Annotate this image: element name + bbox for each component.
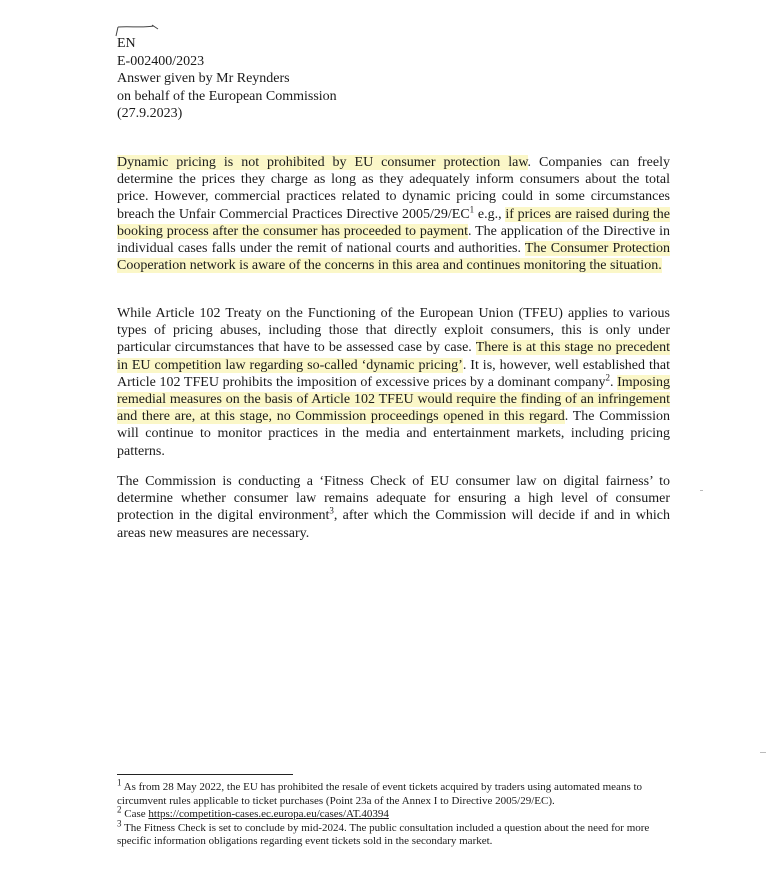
- highlighted-text: Dynamic pricing is not prohibited by EU consumer protection law: [117, 155, 528, 170]
- highlighted-text: There is at this stage no precedent in EU competition law regarding so-called ‘dynamic pricing’: [117, 340, 670, 373]
- body-text: . The Commission will continue to monitor practices in the media and entertainment markets, including pricing patterns.: [117, 409, 670, 459]
- footnote-text: The Fitness Check is set to conclude by mid-2024. The public consultation included a question about the need for more specific information obligations regarding event tickets sold in the secondary market.: [117, 821, 650, 848]
- language-code: EN: [117, 36, 136, 51]
- scan-speck: [760, 752, 766, 753]
- document-header: [117, 35, 337, 123]
- body-text: .: [609, 374, 618, 390]
- body-text: e.g.,: [474, 206, 506, 222]
- footnotes: [117, 777, 677, 849]
- question-reference: E-002400/2023: [117, 53, 205, 69]
- body-text: . Companies can freely determine the prices they charge as long as they adequately inform consumers about the total price. However, commercial practices related to dynamic pricing could in some circumstances breach the Unfair Commercial Practices Directive 2005/29/EC: [117, 155, 670, 222]
- footnote-number: 3: [117, 818, 122, 829]
- footnote-ref: 3: [329, 505, 334, 516]
- footnote-ref: 2: [605, 372, 610, 383]
- answer-by: Answer given by Mr Reynders: [117, 71, 290, 87]
- footnote-text: Case: [121, 808, 149, 821]
- paragraph-competition-law: [117, 305, 670, 460]
- footnote-2: [117, 804, 677, 822]
- footnote-text: As from 28 May 2022, the EU has prohibited the resale of event tickets acquired by traders using automated means to circumvent rules applicable to ticket purchases (Point 23a of the Annex I to Directive 2005/29/EC).: [117, 781, 643, 807]
- paragraph-fitness-check: [117, 473, 670, 542]
- highlighted-text: The Consumer Protection Cooperation network is aware of the concerns in this area and continues monitoring the situation.: [117, 241, 670, 274]
- body-text: While Article 102 Treaty on the Functioning of the European Union (TFEU) applies to various types of pricing abuses, including those that directly exploit consumers, this is only under particular circumstances that have to be assessed case by case.: [117, 306, 670, 356]
- footnote-ref: 1: [469, 203, 475, 214]
- on-behalf-of: on behalf of the European Commission: [117, 88, 337, 104]
- footnote-1: [117, 777, 677, 808]
- highlighted-text: if prices are raised during the booking process after the consumer has proceeded to payment: [117, 206, 670, 239]
- case-link[interactable]: https://competition-cases.ec.europa.eu/cases/AT.40394: [148, 808, 389, 821]
- scan-speck: [700, 490, 703, 491]
- body-text: , after which the Commission will decide if and in which areas new measures are necessary.: [117, 508, 670, 541]
- footnote-divider: [117, 774, 293, 775]
- footnote-number: 1: [117, 777, 122, 788]
- footnote-number: 2: [117, 804, 122, 815]
- body-text: The Commission is conducting a ‘Fitness Check of EU consumer law on digital fairness’ to determine whether consumer law remains adequate for ensuring a high level of consumer protection in the digital environment: [117, 474, 670, 524]
- footnote-3: [117, 818, 677, 849]
- body-text: . The application of the Directive in individual cases falls under the remit of national courts and authorities.: [117, 223, 671, 257]
- body-text: . It is, however, well established that Article 102 TFEU prohibits the imposition of excessive prices by a dominant company: [117, 357, 670, 390]
- highlighted-text: Imposing remedial measures on the basis of Article 102 TFEU would require the finding of an infringement and there are, at this stage, no Commission proceedings opened in this regard: [117, 374, 671, 425]
- answer-date: (27.9.2023): [117, 106, 183, 122]
- paragraph-consumer-law: [117, 154, 670, 274]
